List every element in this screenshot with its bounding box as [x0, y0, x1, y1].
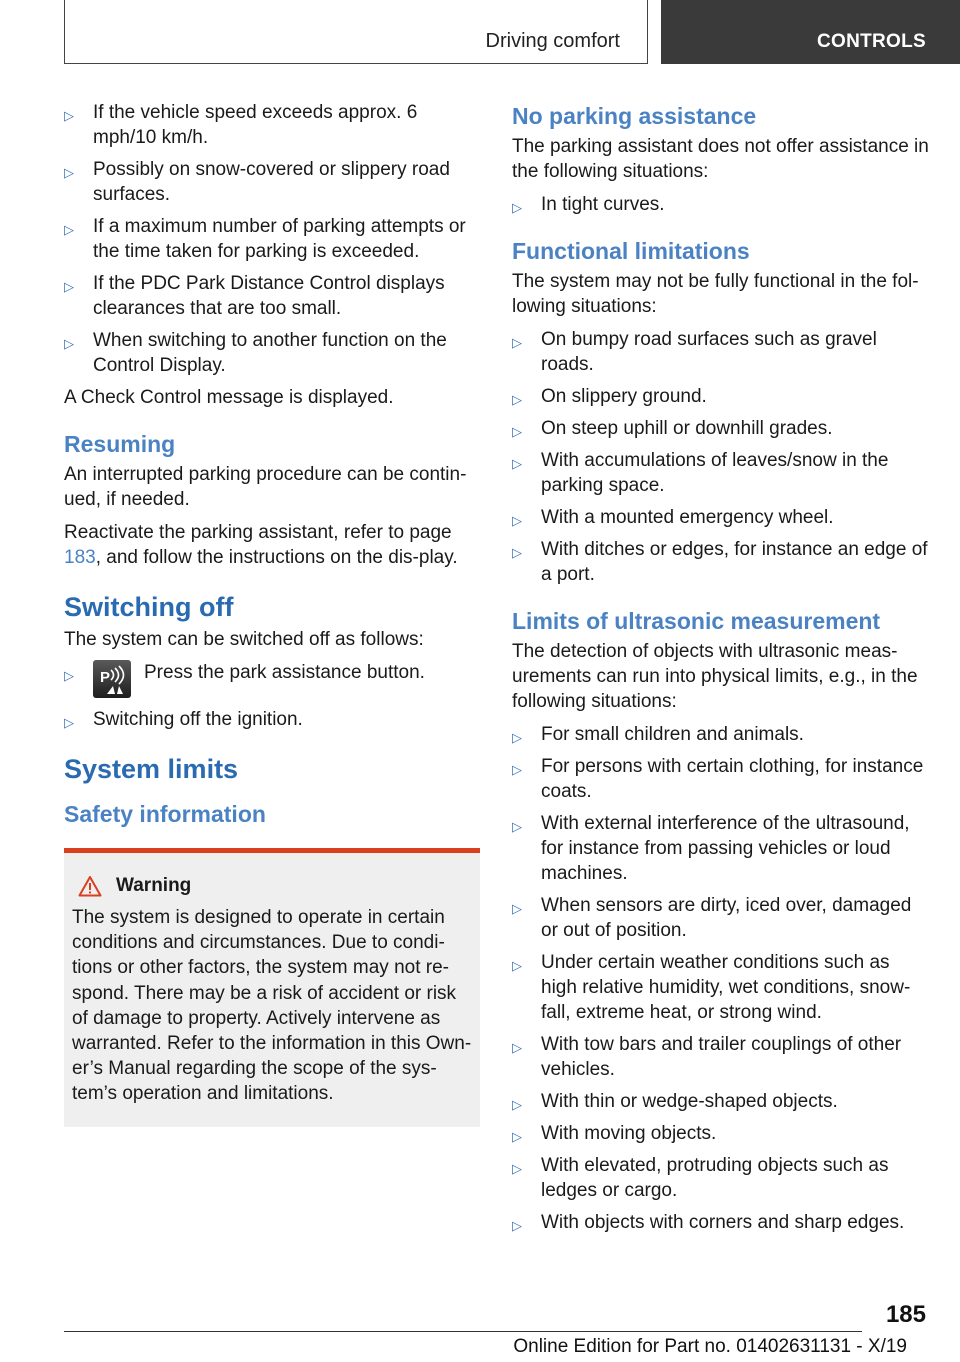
edition-text: Online Edition for Part no. 01402631131 - X/19: [513, 1336, 907, 1357]
triangle-right-icon: ▷: [512, 335, 522, 350]
triangle-right-icon: ▷: [512, 513, 522, 528]
functional-list: [512, 327, 930, 587]
triangle-right-icon: ▷: [512, 1097, 522, 1112]
ultrasonic-intro: The detection of objects with ultrasonic meas‐urements can run into physical limits, e.g., in the following situations:: [512, 641, 918, 712]
triangle-right-icon: ▷: [512, 424, 522, 439]
list-item: ▷ If the vehicle speed exceeds approx. 6 mph/10 km/h.: [64, 102, 418, 148]
list-item: ▷ With external interference of the ultrasound, for instance from passing vehicles or loud machines.: [512, 813, 910, 884]
resuming-paragraph: An interrupted parking procedure can be contin‐ued, if needed.: [64, 464, 467, 510]
triangle-right-icon: ▷: [64, 279, 74, 294]
triangle-right-icon: ▷: [512, 392, 522, 407]
warning-text: The system is designed to operate in certain conditions and circumstances. Due to condi‐tions or other factors, the system may not re‐spond. There may be a risk of accident or risk of damage to property. Actively intervene as warranted. Refer to the information in this Own‐er’s Manual regarding the scope of the sys‐tem’s operation and limitations.: [72, 907, 472, 1105]
triangle-right-icon: ▷: [512, 1218, 522, 1233]
list-item: ▷ For small children and animals.: [512, 722, 930, 747]
list-item: ▷ With elevated, protruding objects such as ledges or cargo.: [512, 1155, 889, 1201]
list-item: ▷ With accumulations of leaves/snow in the parking space.: [512, 450, 889, 496]
triangle-right-icon: ▷: [512, 200, 522, 215]
triangle-right-icon: ▷: [512, 901, 522, 916]
no-assist-list: [512, 192, 930, 217]
section-title: Driving comfort: [485, 30, 620, 52]
list-item: ▷ If a maximum number of parking attempts or the time taken for parking is exceeded.: [64, 216, 466, 262]
triangle-right-icon: ▷: [64, 165, 74, 180]
list-item: ▷ With a mounted emergency wheel.: [512, 505, 930, 530]
list-item: ▷ With thin or wedge-shaped objects.: [512, 1089, 930, 1114]
page-reference-link[interactable]: 183: [64, 547, 96, 568]
heading-safety-information: Safety information: [64, 801, 266, 827]
triangle-right-icon: ▷: [64, 108, 74, 123]
svg-text:P: P: [100, 669, 111, 686]
list-item: ▷ On steep uphill or downhill grades.: [512, 416, 930, 441]
list-item: ▷ On bumpy road surfaces such as gravel roads.: [512, 329, 877, 375]
triangle-right-icon: ▷: [64, 715, 74, 730]
switching-off-intro: The system can be switched off as follows:: [64, 629, 424, 650]
list-item: ▷ With ditches or edges, for instance an edge of a port.: [512, 539, 928, 585]
triangle-right-icon: ▷: [512, 1040, 522, 1055]
triangle-right-icon: ▷: [512, 545, 522, 560]
triangle-right-icon: ▷: [64, 668, 74, 683]
list-item: ▷ P Press the park assistance button.: [64, 660, 480, 700]
list-item: ▷ Under certain weather conditions such as high relative humidity, wet conditions, snow‐fall, extreme heat, or strong wind.: [512, 952, 911, 1023]
speed-conditions-list: [64, 100, 480, 378]
heading-system-limits: System limits: [64, 754, 239, 784]
list-item: ▷ For persons with certain clothing, for instance coats.: [512, 756, 924, 802]
list-item: ▷ If the PDC Park Distance Control displays clearances that are too small.: [64, 273, 445, 319]
list-item: ▷ Possibly on snow-covered or slippery road surfaces.: [64, 159, 450, 205]
ultrasonic-list: [512, 722, 930, 1235]
left-column: [64, 100, 480, 1127]
list-item: ▷ With objects with corners and sharp edges.: [512, 1210, 930, 1235]
list-item: ▷ When sensors are dirty, iced over, damaged or out of position.: [512, 895, 912, 941]
triangle-right-icon: ▷: [512, 958, 522, 973]
triangle-right-icon: ▷: [512, 762, 522, 777]
resuming-reference: Reactivate the parking assistant, refer to page 183, and follow the instructions on the dis‐play.: [64, 522, 458, 568]
list-item: ▷ Switching off the ignition.: [64, 707, 480, 732]
triangle-right-icon: ▷: [512, 456, 522, 471]
chapter-tab: [661, 0, 960, 64]
list-item: ▷ In tight curves.: [512, 192, 930, 217]
heading-functional-limitations: Functional limitations: [512, 238, 750, 264]
heading-no-parking-assistance: No parking assistance: [512, 103, 757, 129]
triangle-right-icon: ▷: [512, 819, 522, 834]
switching-off-list: [64, 660, 480, 732]
triangle-right-icon: ▷: [512, 1129, 522, 1144]
triangle-right-icon: ▷: [64, 336, 74, 351]
triangle-right-icon: ▷: [64, 222, 74, 237]
list-item: ▷ When switching to another function on the Control Display.: [64, 330, 447, 376]
page-number: 185: [885, 1301, 926, 1328]
list-item: ▷ With moving objects.: [512, 1121, 930, 1146]
no-assist-intro: The parking assistant does not offer assistance in the following situations:: [512, 136, 929, 182]
chapter-tab-label: CONTROLS: [816, 31, 926, 52]
list-item: ▷ On slippery ground.: [512, 384, 930, 409]
right-column: [512, 100, 930, 1242]
functional-intro: The system may not be fully functional in the fol‐lowing situations:: [512, 271, 919, 317]
heading-resuming: Resuming: [64, 431, 176, 457]
warning-box: [64, 848, 480, 1127]
list-item: ▷ With tow bars and trailer couplings of other vehicles.: [512, 1034, 902, 1080]
heading-ultrasonic-limits: Limits of ultrasonic measurement: [512, 608, 881, 634]
warning-triangle-icon: [78, 875, 102, 897]
park-assist-button-icon: [93, 660, 131, 698]
triangle-right-icon: ▷: [512, 730, 522, 745]
triangle-right-icon: ▷: [512, 1161, 522, 1176]
check-control-text: A Check Control message is displayed.: [64, 387, 394, 408]
heading-switching-off: Switching off: [64, 592, 234, 622]
footer-divider: [64, 1331, 862, 1332]
warning-title: Warning: [78, 873, 472, 899]
